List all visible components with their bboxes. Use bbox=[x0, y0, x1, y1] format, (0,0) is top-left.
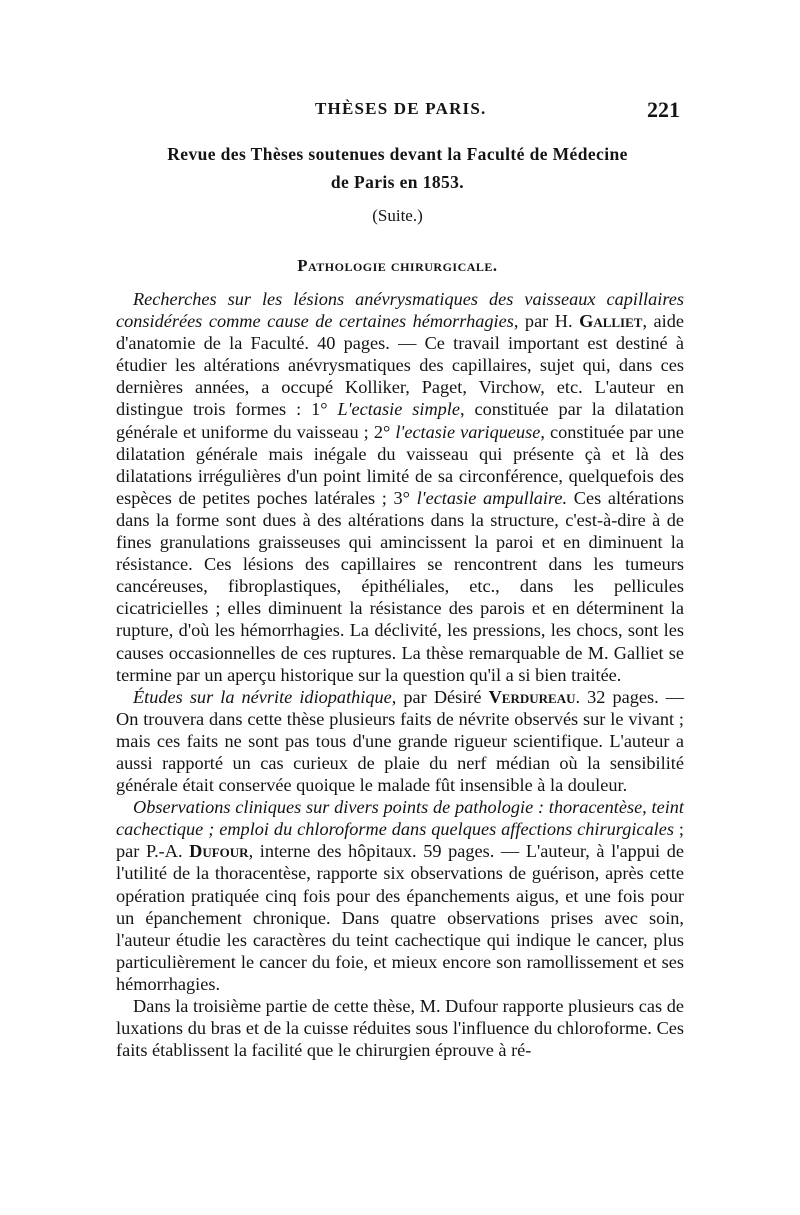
section-title bbox=[115, 256, 680, 276]
body-text bbox=[116, 288, 684, 1061]
paragraph-verdureau bbox=[116, 686, 684, 796]
article-title-line2: de Paris en 1853. bbox=[330, 172, 465, 192]
thesis-body: , interne des hôpitaux. 59 pages. — L'auteur, à l'appui de l'utilité de la thoracentèse, rapporte six observations de guérison, après cette opération pratiquée cinq fois pour des épanchements aigus, et une fois pour un épanchement chronique. Dans quatre observations prises avec soin, l'auteur étudie les caractères du teint cachectique qui indique le cancer, plus particulièrement le cancer du foie, et mieux encore son ramollissement et ses hémorrhagies. bbox=[116, 841, 684, 994]
thesis-body: Ces altérations dans la forme sont dues à des altérations dans la structure, c'est-à-dire à de fines granulations graisseuses qui amincissent la paroi et en diminuent la résistance. Ces lésions des capillaires se rencontrent dans les tumeurs cancéreuses, fibroplastiques, épithéliales, etc., dans les pellicules cicatricielles ; elles diminuent la résistance des parois et en déterminent la rupture, d'où les hémorrhagies. La déclivité, les pressions, les chocs, sont les causes occasionnelles de ces ruptures. La thèse remarquable de M. Galliet se termine par un aperçu historique sur la question qu'il a si bien traitée. bbox=[116, 487, 685, 685]
article-title-line1: Revue des Thèses soutenues devant la Faculté de Médecine bbox=[167, 144, 628, 164]
thesis-title: Études sur la névrite idiopathique bbox=[133, 686, 392, 707]
paragraph-dufour-continued bbox=[116, 995, 684, 1061]
page-number: 221 bbox=[647, 97, 680, 122]
form-2-desc: , constituée par une dilatation générale mais inégale du vaisseau qui présente çà et là des dilatations irrégulières d'un point limité de sa circonférence, quelquefois des espèces de petites poches latérales ; 3° bbox=[116, 421, 685, 508]
thesis-by: ; par P.-A. bbox=[116, 819, 684, 862]
thesis-by: , par H. bbox=[513, 311, 580, 332]
thesis-author: Verdureau bbox=[488, 686, 576, 707]
thesis-by: , par Désiré bbox=[391, 686, 489, 707]
thesis-intro: , aide d'anatomie de la Faculté. 40 pages. — Ce travail important est destiné à étudier les altérations anévrysmatiques des capillaires, sujet qui, dans ces dernières années, a occupé Kolliker, Paget, Virchow, etc. L'auteur en distingue trois formes : 1° bbox=[116, 311, 684, 420]
form-1: L'ectasie simple bbox=[337, 399, 460, 420]
thesis-author: Galliet bbox=[579, 311, 643, 332]
form-3: l'ectasie ampullaire. bbox=[416, 487, 568, 508]
running-head bbox=[115, 97, 680, 125]
suite-label: (Suite.) bbox=[372, 206, 423, 225]
form-2: l'ectasie variqueuse bbox=[395, 421, 541, 442]
paragraph-dufour bbox=[116, 796, 684, 995]
form-1-desc: , constituée par la dilatation générale et uniforme du vaisseau ; 2° bbox=[116, 399, 684, 442]
section-title-text: Pathologie chirurgicale. bbox=[297, 256, 498, 275]
paragraph-galliet bbox=[116, 288, 684, 686]
paragraph-text: Dans la troisième partie de cette thèse, M. Dufour rapporte plusieurs cas de luxations du bras et de la cuisse réduites sous l'influence du chloroforme. Ces faits établissent la facilité que le chirurgien éprouve à ré- bbox=[116, 996, 684, 1061]
thesis-author: Dufour bbox=[189, 841, 249, 862]
thesis-body: . 32 pages. — On trouvera dans cette thèse plusieurs faits de névrite observés sur le vivant ; mais ces faits ne sont pas tous d'une grande rigueur scientifique. L'auteur a aussi rapporté un cas curieux de plaie du nerf médian où la sensibilité générale était conservée quoique le malade fût insensible à la douleur. bbox=[116, 686, 685, 796]
thesis-title: Recherches sur les lésions anévrysmatiques des vaisseaux capillaires considérées comme cause de certaines hémorrhagies bbox=[116, 289, 684, 332]
running-title: THÈSES DE PARIS. bbox=[315, 99, 487, 118]
thesis-title: Observations cliniques sur divers points de pathologie : thoracentèse, teint cachectique ; emploi du chloroforme dans quelques affections chirurgicales bbox=[116, 797, 684, 840]
